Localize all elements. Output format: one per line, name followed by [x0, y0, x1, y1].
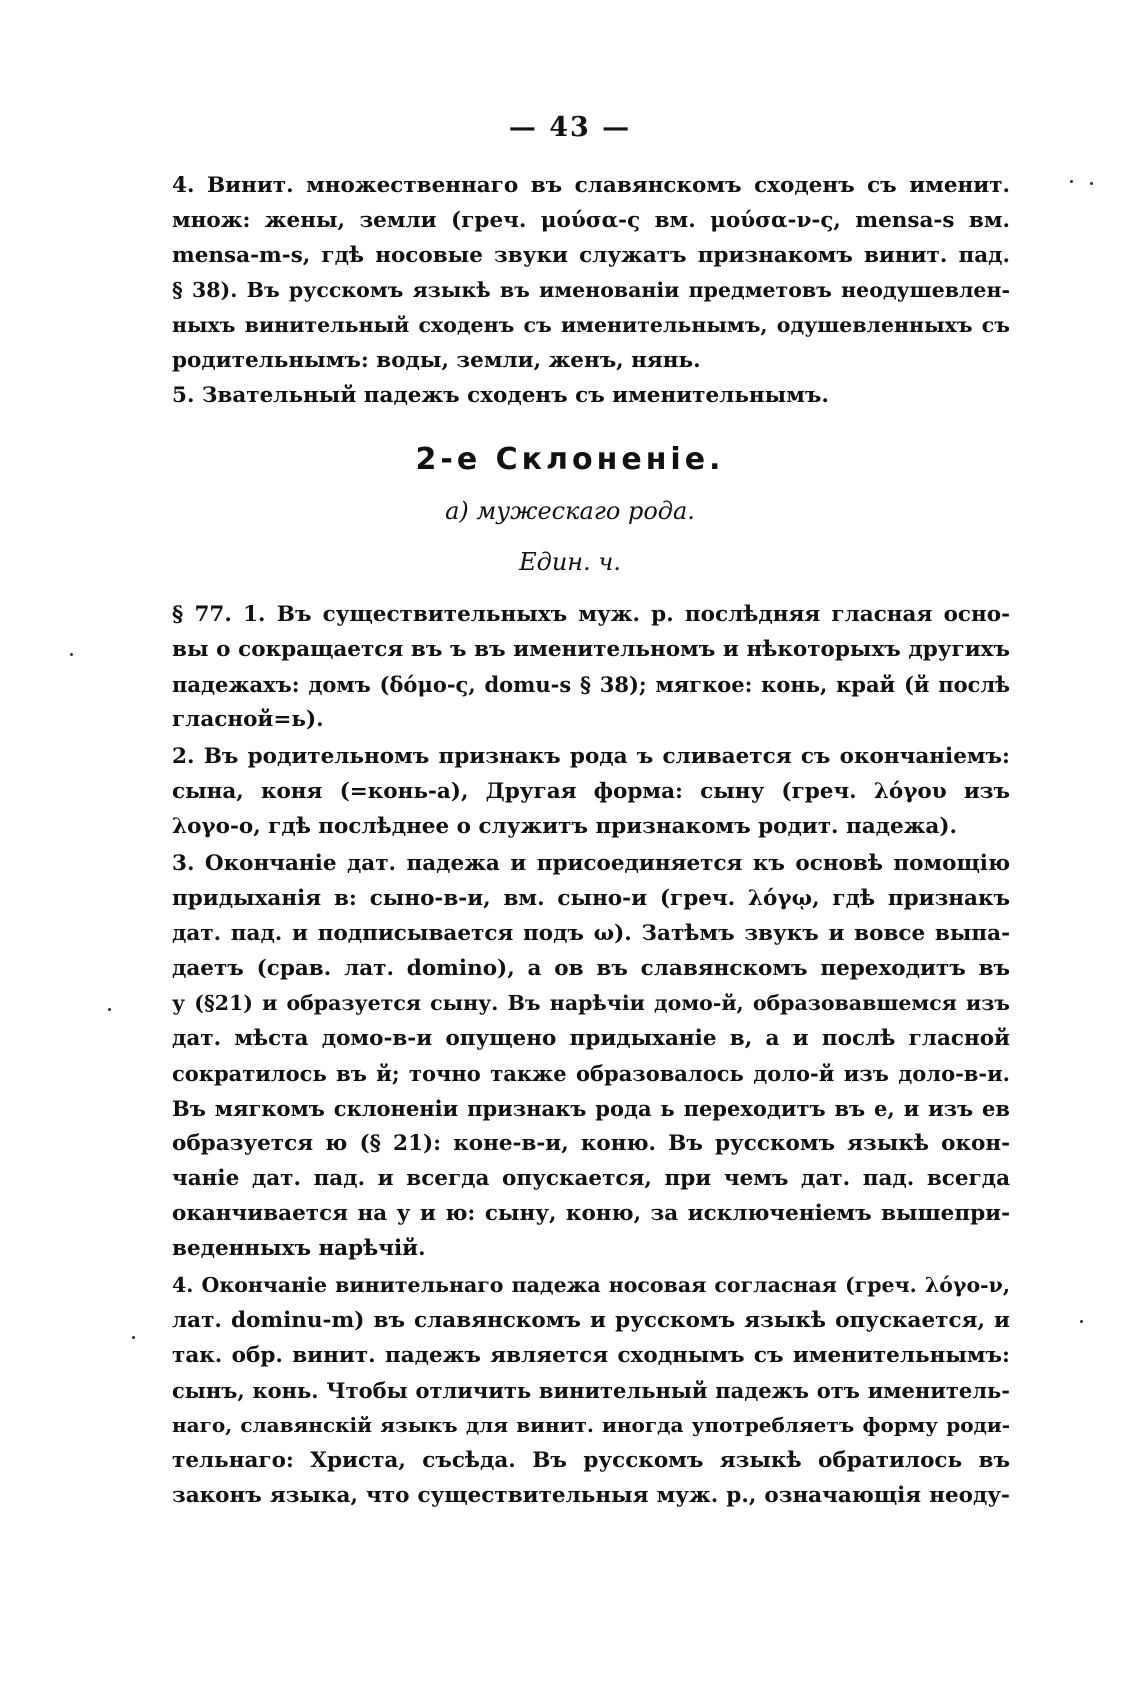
text-line: Въ мягкомъ склоненіи признакъ рода ь переходитъ въ е, и изъ ев [172, 1096, 1010, 1121]
text-line: сына, коня (=конь-а), Другая форма: сыну (греч. λόγου изъ [172, 779, 1010, 804]
text-line: оканчивается на у и ю: сыну, коню, за исключеніемъ вышепри- [172, 1201, 1010, 1226]
text-line: веденныхъ нарѣчій. [172, 1236, 426, 1261]
text-line: лат. dominu-m) въ славянскомъ и русскомъ языкѣ опускается, и [172, 1308, 1010, 1333]
text-line: 2. Въ родительномъ признакъ рода ъ сливается съ окончаніемъ: [172, 744, 1010, 769]
text-line: mensa-m-s, гдѣ носовые звуки служатъ признакомъ винит. пад. [172, 243, 1010, 268]
text-line: 3. Окончаніе дат. падежа и присоединяется къ основѣ помощію [172, 851, 1010, 876]
text-line: дат. мѣста домо-в-и опущено придыханіе в, а и послѣ гласной [172, 1026, 1010, 1051]
text-line: тельнаго: Христа, съсѣда. Въ русскомъ языкѣ обратилось въ [172, 1448, 1010, 1473]
paragraph-group-singular [142, 597, 1010, 1513]
paragraph-4-accusative-plural [142, 168, 1010, 378]
text-line: 4. Винит. множественнаго въ славянскомъ сходенъ съ именит. [172, 173, 1010, 198]
text-line: гласной=ь). [172, 707, 324, 732]
text-line: § 38). Въ русскомъ языкѣ въ именованіи предметовъ неодушевлен- [172, 278, 1010, 302]
section-subheading: а) мужескаго рода. [445, 497, 695, 525]
text-line: наго, славянскій языкъ для винит. иногда употребляетъ форму роди- [172, 1413, 1010, 1437]
text-line: сократилось въ й; точно также образовалось доло-й изъ доло-в-и. [172, 1061, 1010, 1086]
text-line: 5. Звательный падежъ сходенъ съ именительнымъ. [172, 383, 829, 408]
text-line: дат. пад. и подписывается подъ ω). Затѣмъ звукъ и вовсе выпа- [172, 921, 1010, 946]
text-line: придыханія в: сыно-в-и, вм. сыно-и (греч. λόγῳ, гдѣ признакъ [172, 886, 1010, 911]
paragraph-4-accusative-singular [142, 1268, 1010, 1513]
scan-speck [70, 653, 73, 656]
text-line: λογο-ο, гдѣ послѣднее о служитъ признакомъ родит. падежа). [172, 814, 957, 839]
page-number: — 43 — [508, 112, 632, 143]
text-line: у (§21) и образуется сыну. Въ нарѣчіи домо-й, образовавшемся изъ [172, 991, 1010, 1015]
paragraph-5-vocative [142, 378, 1010, 413]
paragraph-77-1-nominative [142, 597, 1010, 737]
scan-speck [108, 1008, 111, 1011]
text-line: § 77. 1. Въ существительныхъ муж. р. послѣдняя гласная осно- [172, 602, 1010, 627]
scan-speck [1070, 180, 1073, 183]
paragraph-3-dative [142, 846, 1010, 1266]
text-line: чаніе дат. пад. и всегда опускается, при чемъ дат. пад. всегда [172, 1166, 1010, 1191]
paragraph-2-genitive [142, 739, 1010, 844]
text-line: сынъ, конь. Чтобы отличить винительный падежъ отъ именитель- [172, 1378, 1010, 1403]
text-line: 4. Окончаніе винительнаго падежа носовая согласная (греч. λόγο-ν, [172, 1273, 1010, 1297]
paragraph-group-plural [142, 168, 1010, 413]
section-heading: 2-е Склоненіе. [415, 442, 725, 477]
text-line: множ: жены, земли (греч. μούσα-ς вм. μούσα-ν-ς, mensa-s вм. [172, 208, 1010, 233]
text-line: законъ языка, что существительныя муж. р., означающія неоду- [172, 1483, 1010, 1508]
scan-speck [132, 1336, 135, 1339]
number-subheading: Един. ч. [519, 548, 621, 576]
scan-speck [1080, 1320, 1083, 1323]
text-line: так. обр. винит. падежъ является сходнымъ съ именительнымъ: [172, 1343, 1010, 1368]
text-line: вы о сокращается въ ъ въ именительномъ и нѣкоторыхъ другихъ [172, 637, 1010, 662]
text-line: падежахъ: домъ (δόμο-ς, domu-s § 38); мягкое: конь, край (й послѣ [172, 672, 1010, 697]
text-line: родительнымъ: воды, земли, женъ, нянь. [172, 348, 701, 373]
scan-speck [1090, 182, 1093, 185]
text-line: даетъ (срав. лат. domino), а ов въ славянскомъ переходитъ въ [172, 956, 1010, 981]
text-line: ныхъ винительный сходенъ съ именительнымъ, одушевленныхъ съ [172, 313, 1010, 337]
text-line: образуется ю (§ 21): коне-в-и, коню. Въ русскомъ языкѣ окон- [172, 1131, 1010, 1156]
